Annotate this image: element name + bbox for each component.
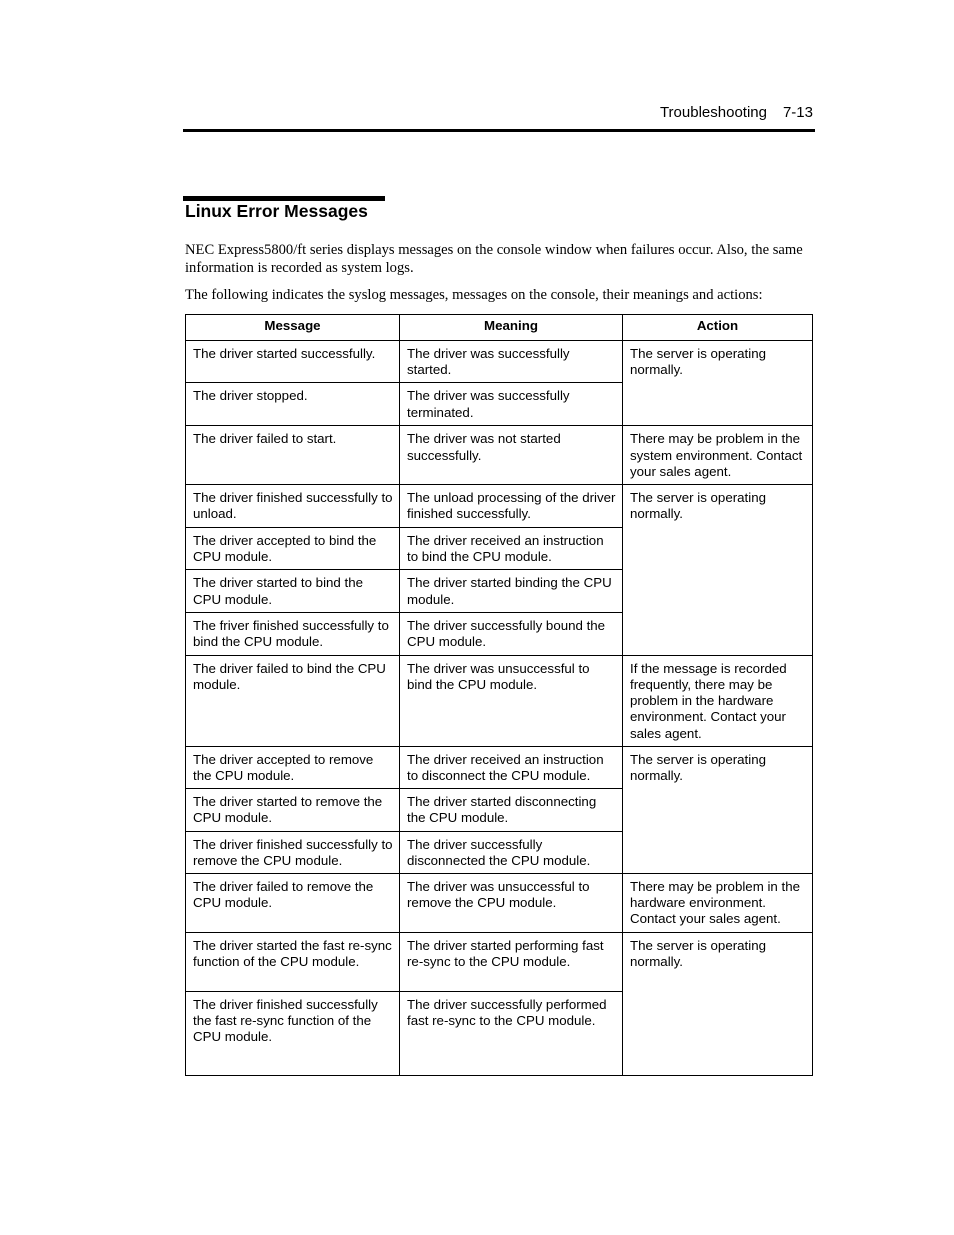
intro-paragraph: NEC Express5800/ft series displays messages on the console window when failures occur. Also, the same information is recorded as system logs.	[185, 242, 803, 276]
page-header	[183, 104, 815, 132]
message-cell: The driver accepted to remove the CPU module.	[186, 746, 400, 788]
message-cell: The driver started to bind the CPU module.	[186, 570, 400, 612]
meaning-cell: The driver was successfully started.	[400, 341, 623, 383]
meaning-cell: The unload processing of the driver finished successfully.	[400, 485, 623, 528]
message-cell: The driver started the fast re-sync function of the CPU module.	[186, 932, 400, 991]
header-action: Action	[623, 315, 813, 341]
meaning-cell: The driver was unsuccessful to bind the CPU module.	[400, 655, 623, 746]
meaning-cell: The driver received an instruction to bind the CPU module.	[400, 528, 623, 570]
table-row	[186, 341, 813, 383]
message-cell: The driver started to remove the CPU module.	[186, 789, 400, 831]
header-meaning: Meaning	[400, 315, 623, 341]
meaning-cell: The driver was unsuccessful to remove the CPU module.	[400, 874, 623, 933]
message-cell: The driver stopped.	[186, 383, 400, 426]
meaning-cell: The driver received an instruction to disconnect the CPU module.	[400, 746, 623, 788]
table-row	[186, 485, 813, 528]
action-cell: The server is operating normally.	[623, 341, 813, 426]
message-cell: The driver finished successfully to unload.	[186, 485, 400, 528]
error-messages-table	[185, 314, 813, 1076]
meaning-cell: The driver was not started successfully.	[400, 426, 623, 485]
meaning-cell: The driver started disconnecting the CPU module.	[400, 789, 623, 831]
page-number: 7-13	[782, 104, 813, 121]
message-cell: The driver finished successfully the fast re-sync function of the CPU module.	[186, 991, 400, 1075]
action-cell: There may be problem in the hardware environment. Contact your sales agent.	[623, 874, 813, 933]
message-cell: The friver finished successfully to bind the CPU module.	[186, 612, 400, 655]
table-row	[186, 746, 813, 788]
action-cell: The server is operating normally.	[623, 485, 813, 656]
message-cell: The driver failed to start.	[186, 426, 400, 485]
meaning-cell: The driver successfully bound the CPU module.	[400, 612, 623, 655]
message-cell: The driver failed to bind the CPU module.	[186, 655, 400, 746]
section-title: Linux Error Messages	[185, 201, 368, 221]
table-row	[186, 426, 813, 485]
message-cell: The driver accepted to bind the CPU module.	[186, 528, 400, 570]
meaning-cell: The driver started binding the CPU module.	[400, 570, 623, 612]
table-row	[186, 874, 813, 933]
message-cell: The driver failed to remove the CPU module.	[186, 874, 400, 933]
table-header-row	[186, 315, 813, 341]
header-section-title: Troubleshooting	[659, 104, 767, 121]
table-row	[186, 655, 813, 746]
table-row	[186, 932, 813, 991]
meaning-cell: The driver successfully disconnected the CPU module.	[400, 831, 623, 873]
meaning-cell: The driver started performing fast re-sync to the CPU module.	[400, 932, 623, 991]
action-cell: The server is operating normally.	[623, 932, 813, 1075]
action-cell: There may be problem in the system environment. Contact your sales agent.	[623, 426, 813, 485]
message-cell: The driver finished successfully to remove the CPU module.	[186, 831, 400, 873]
table-intro-paragraph: The following indicates the syslog messages, messages on the console, their meanings and actions:	[185, 287, 763, 303]
action-cell: If the message is recorded frequently, there may be problem in the hardware environment. Contact your sales agent.	[623, 655, 813, 746]
message-cell: The driver started successfully.	[186, 341, 400, 383]
meaning-cell: The driver was successfully terminated.	[400, 383, 623, 426]
action-cell: The server is operating normally.	[623, 746, 813, 873]
meaning-cell: The driver successfully performed fast re-sync to the CPU module.	[400, 991, 623, 1075]
header-message: Message	[186, 315, 400, 341]
